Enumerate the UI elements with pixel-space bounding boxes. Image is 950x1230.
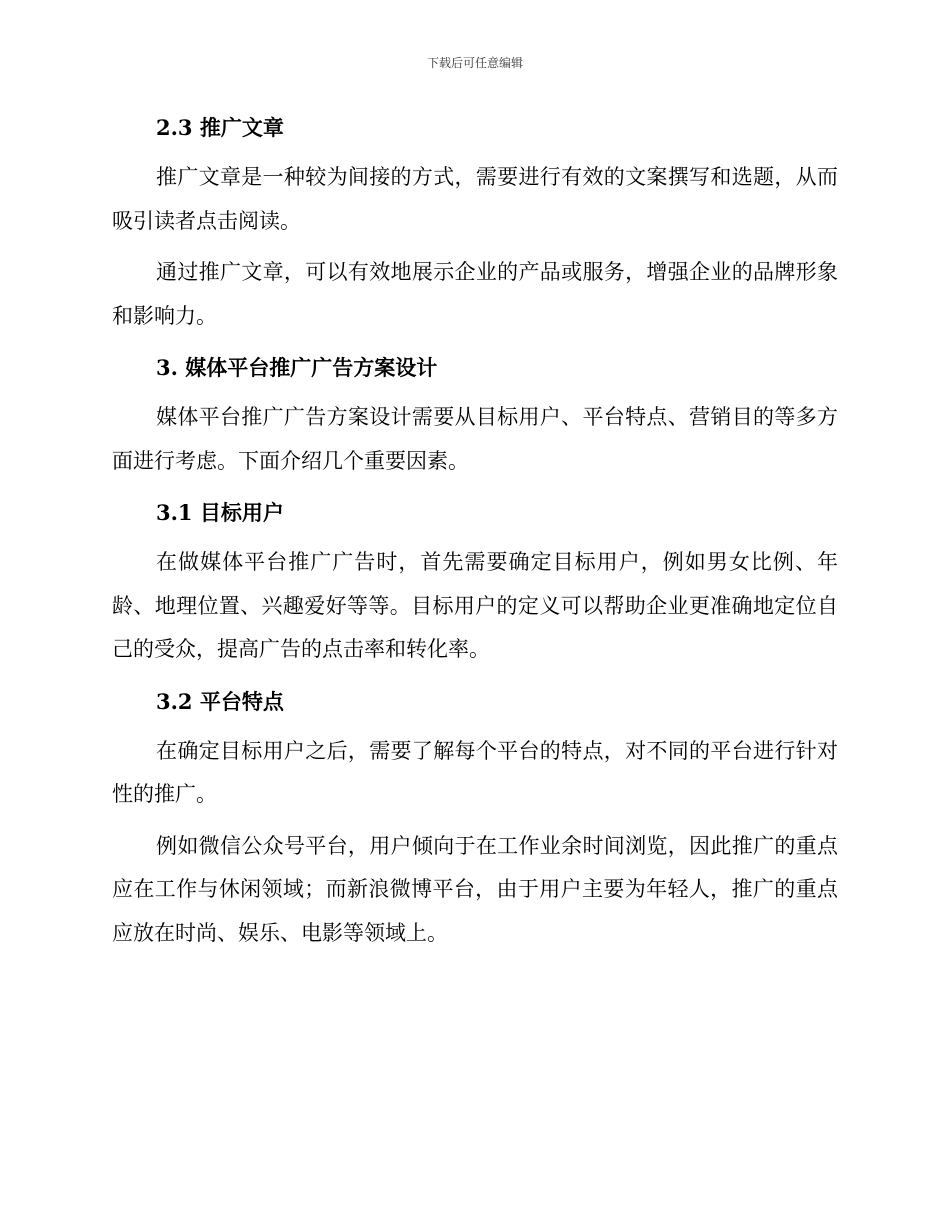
section-heading-2-3: 2.3 推广文章 [156, 115, 284, 140]
paragraph: 媒体平台推广广告方案设计需要从目标用户、平台特点、营销目的等多方面进行考虑。下面介绍几个重要因素。 [112, 405, 838, 473]
header-note: 下载后可任意编辑 [426, 56, 523, 70]
paragraph: 在做媒体平台推广广告时，首先需要确定目标用户，例如男女比例、年龄、地理位置、兴趣爱好等等。目标用户的定义可以帮助企业更准确地定位自己的受众，提高广告的点击率和转化率。 [112, 550, 838, 661]
document-body [112, 108, 838, 955]
section-heading-3-2: 3.2 平台特点 [156, 688, 284, 714]
paragraph: 通过推广文章，可以有效地展示企业的产品或服务，增强企业的品牌形象和影响力。 [112, 260, 838, 328]
section-heading-3-1: 3.1 目标用户 [156, 500, 284, 525]
paragraph: 推广文章是一种较为间接的方式，需要进行有效的文案撰写和选题，从而吸引读者点击阅读。 [112, 165, 838, 233]
paragraph: 例如微信公众号平台，用户倾向于在工作业余时间浏览，因此推广的重点应在工作与休闲领域；而新浪微博平台，由于用户主要为年轻人，推广的重点应放在时尚、娱乐、电影等领域上。 [112, 833, 838, 945]
paragraph: 在确定目标用户之后，需要了解每个平台的特点，对不同的平台进行针对性的推广。 [112, 738, 838, 806]
section-heading-3: 3. 媒体平台推广广告方案设计 [156, 355, 438, 380]
